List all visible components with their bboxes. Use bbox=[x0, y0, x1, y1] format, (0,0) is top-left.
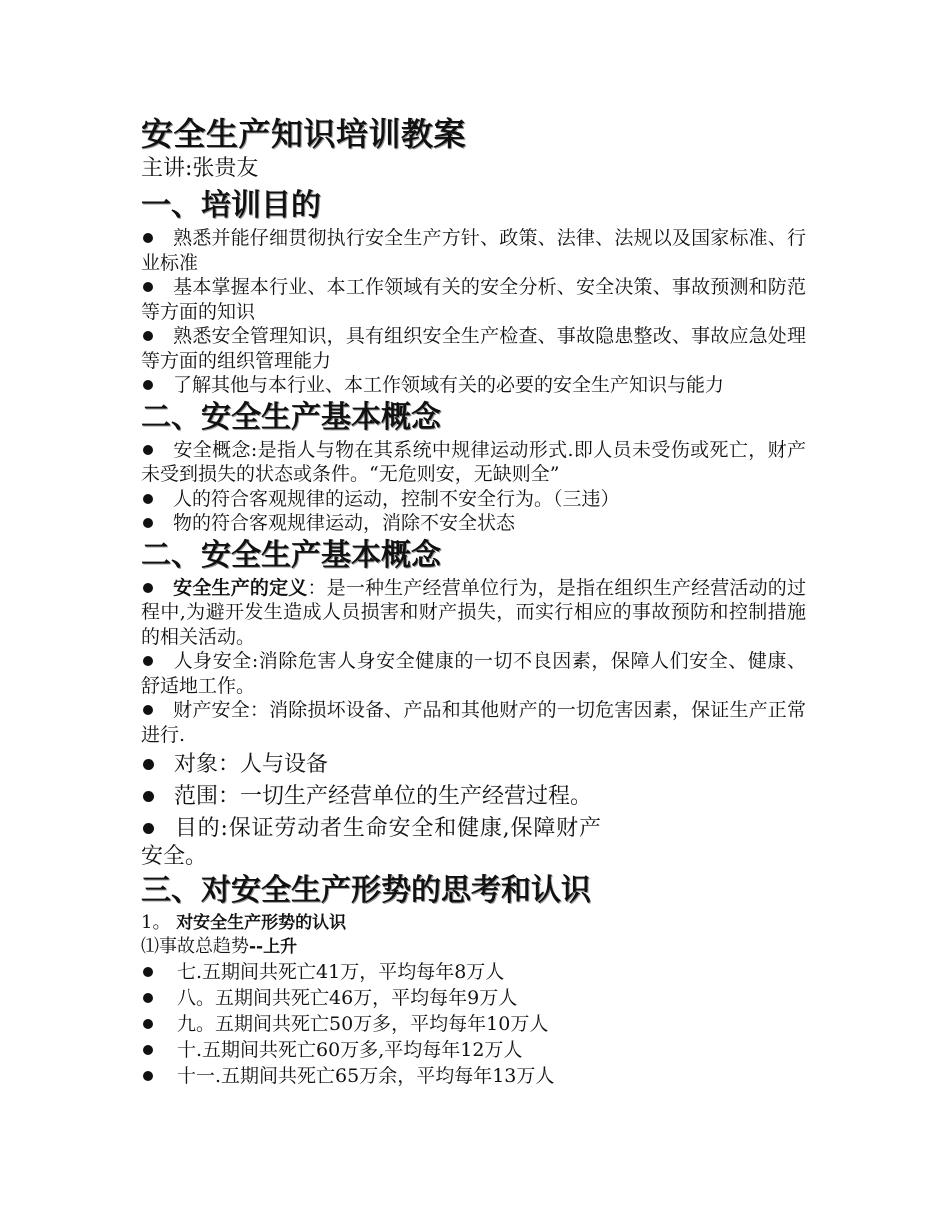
bullet-icon bbox=[143, 380, 153, 390]
bullet-icon bbox=[143, 1071, 153, 1081]
list-item: 七.五期间共死亡41万，平均每年8万人 bbox=[141, 959, 806, 985]
list-item: 安全概念:是指人与物在其系统中规律运动形式.即人员未受伤或死亡，财产未受到损失的状态或条件。“无危则安，无缺则全” bbox=[141, 438, 806, 485]
bullet-icon bbox=[143, 705, 153, 715]
section-heading-training-goals: 一、培训目的 bbox=[141, 188, 321, 223]
bullet-icon bbox=[143, 967, 153, 977]
section-heading-basic-concepts: 二、安全生产基本概念 bbox=[141, 399, 441, 435]
bullet-icon bbox=[143, 583, 153, 593]
bullet-icon bbox=[143, 656, 153, 666]
section-heading-basic-concepts-2: 二、安全生产基本概念 bbox=[141, 537, 441, 573]
bullet-icon bbox=[143, 282, 153, 292]
list-item: 目的:保证劳动者生命安全和健康,保障财产安全。 bbox=[141, 816, 601, 869]
list-item: 基本掌握本行业、本工作领域有关的安全分析、安全决策、事故预测和防范等方面的知识 bbox=[141, 276, 806, 323]
list-item: 九。五期间共死亡50万多，平均每年10万人 bbox=[141, 1011, 806, 1037]
subsection-title: 1。 对安全生产形势的认识 bbox=[141, 912, 347, 933]
list-item: 八。五期间共死亡46万，平均每年9万人 bbox=[141, 985, 806, 1011]
list-item: 财产安全：消除损坏设备、产品和其他财产的一切危害因素，保证生产正常进行. bbox=[141, 699, 806, 746]
bullet-icon bbox=[143, 494, 153, 504]
bullet-icon bbox=[143, 445, 153, 455]
list-item: 范围：一切生产经营单位的生产经营过程。 bbox=[141, 783, 601, 811]
list-item: 对象：人与设备 bbox=[141, 751, 806, 779]
bullet-icon bbox=[143, 331, 153, 341]
list-item: 熟悉并能仔细贯彻执行安全生产方针、政策、法律、法规以及国家标准、行业标准 bbox=[141, 227, 806, 274]
trend-line: ⑴事故总趋势--上升 bbox=[141, 936, 298, 957]
bullet-icon bbox=[143, 1019, 153, 1029]
presenter-line: 主讲:张贵友 bbox=[141, 156, 259, 181]
bullet-icon bbox=[143, 759, 154, 770]
list-item: 十.五期间共死亡60万多,平均每年12万人 bbox=[141, 1037, 806, 1063]
document-title: 安全生产知识培训教案 bbox=[141, 115, 467, 153]
bullet-icon bbox=[143, 518, 153, 528]
definition-label: 安全生产的定义 bbox=[173, 576, 308, 599]
bullet-icon bbox=[143, 993, 153, 1003]
list-item: 物的符合客观规律运动，消除不安全状态 bbox=[141, 511, 806, 536]
bullet-icon bbox=[143, 823, 154, 834]
definition-text: ：是一种生产经营单位行为，是指在组织生产经营活动的过程中,为避开发生造成人员损害和财产损失，而实行相应的事故预防和控制措施的相关活动。 bbox=[141, 576, 806, 648]
bullet-icon bbox=[143, 1045, 153, 1055]
list-item: 人身安全:消除危害人身安全健康的一切不良因素，保障人们安全、健康、舒适地工作。 bbox=[141, 650, 806, 697]
document-page bbox=[141, 114, 806, 1089]
list-item: 十一.五期间共死亡65万余，平均每年13万人 bbox=[141, 1063, 806, 1089]
bullet-icon bbox=[143, 791, 154, 802]
bullet-icon bbox=[143, 233, 153, 243]
list-item: 了解其他与本行业、本工作领域有关的必要的安全生产知识与能力 bbox=[141, 373, 806, 398]
list-item: 熟悉安全管理知识，具有组织安全生产检查、事故隐患整改、事故应急处理等方面的组织管理能力 bbox=[141, 325, 806, 372]
list-item-definition bbox=[141, 576, 806, 650]
section-heading-safety-situation: 三、对安全生产形势的思考和认识 bbox=[141, 873, 591, 908]
list-item: 人的符合客观规律的运动，控制不安全行为。（三违） bbox=[141, 487, 806, 512]
